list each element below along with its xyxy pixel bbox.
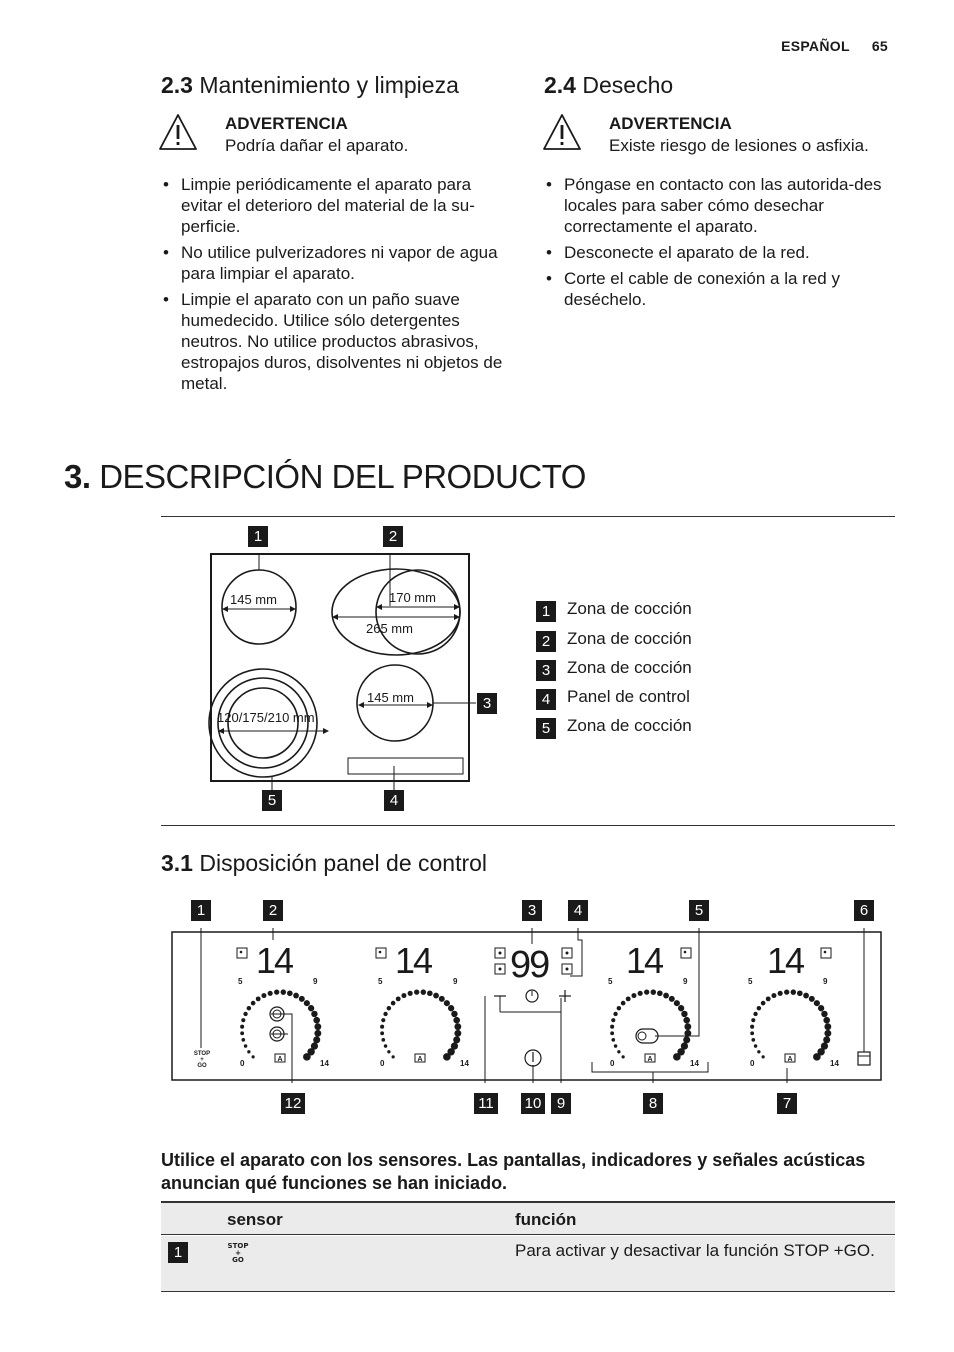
dial-segment bbox=[240, 1025, 244, 1029]
dial-segment bbox=[381, 1018, 385, 1022]
dial-segment bbox=[610, 1031, 614, 1035]
dial-segment bbox=[750, 1031, 754, 1035]
dial-segment bbox=[663, 993, 669, 999]
dial-segment bbox=[674, 1000, 680, 1006]
page-number: 65 bbox=[871, 38, 888, 54]
dial-segment bbox=[304, 1000, 310, 1006]
dial-segment bbox=[443, 1053, 451, 1061]
dial-label-5: 5 bbox=[378, 977, 383, 986]
dial-segment bbox=[383, 1012, 387, 1016]
dial-label-max: 14 bbox=[690, 1059, 699, 1068]
panel-callout: 2 bbox=[263, 900, 283, 921]
dial-segment bbox=[444, 1000, 450, 1006]
section-2-3-title: 2.3 Mantenimiento y limpieza bbox=[161, 72, 459, 98]
dial-segment bbox=[821, 1011, 827, 1017]
dial-segment bbox=[387, 1050, 390, 1053]
dial-segment bbox=[252, 1055, 255, 1058]
dial-segment bbox=[243, 1012, 247, 1016]
section-2-4-title: 2.4 Desecho bbox=[544, 72, 674, 98]
auto-heat-label: A bbox=[787, 1056, 793, 1063]
table-row bbox=[161, 1236, 895, 1292]
dial-segment bbox=[313, 1017, 320, 1024]
timer-indicator-dot bbox=[499, 952, 502, 955]
dial-segment bbox=[387, 1006, 392, 1011]
hob-callout: 4 bbox=[384, 790, 404, 811]
dial-segment bbox=[813, 1053, 821, 1061]
stop-go-icon-go: GO bbox=[197, 1063, 207, 1069]
header-sensor: sensor bbox=[227, 1210, 283, 1229]
dial-segment bbox=[448, 1005, 454, 1011]
list-item: • Desconecte el aparato de la red. bbox=[544, 242, 894, 263]
auto-heat-label: A bbox=[417, 1056, 423, 1063]
list-item: • Corte el cable de conexión a la red y deséchelo. bbox=[544, 268, 894, 310]
divider bbox=[161, 825, 895, 826]
dial-segment bbox=[761, 1001, 766, 1006]
zone-indicator-dot bbox=[379, 951, 382, 954]
dial-segment bbox=[809, 996, 815, 1002]
dial-segment bbox=[247, 1050, 250, 1053]
list-item: • Limpie periódicamente el aparato para evitar el deterioro del material de la su-perficie. bbox=[161, 174, 516, 237]
dial-segment bbox=[408, 991, 413, 996]
warning-text: Existe riesgo de lesiones o asfixia. bbox=[609, 136, 869, 155]
panel-callout: 1 bbox=[191, 900, 211, 921]
dial-segment bbox=[753, 1012, 757, 1016]
control-panel-diagram bbox=[170, 928, 886, 1083]
zone-display: 14 bbox=[626, 940, 663, 981]
dial-segment bbox=[613, 1012, 617, 1016]
header-function: función bbox=[515, 1210, 577, 1229]
dial-segment bbox=[803, 993, 809, 999]
dial-segment bbox=[766, 996, 771, 1001]
dial-segment bbox=[771, 993, 776, 998]
stop-go-icon-plus: + bbox=[200, 1057, 204, 1063]
timer-display: 99 bbox=[510, 944, 549, 986]
dial-label-min: 0 bbox=[750, 1059, 755, 1068]
warning-triangle-icon bbox=[542, 113, 582, 151]
dial-segment bbox=[814, 1000, 820, 1006]
panel-callout: 8 bbox=[643, 1093, 663, 1114]
dimension-label-zone5: 120/175/210 mm bbox=[217, 710, 315, 725]
dial-segment bbox=[614, 1044, 618, 1048]
dial-segment bbox=[673, 1053, 681, 1061]
panel-callout: 3 bbox=[522, 900, 542, 921]
dial-segment bbox=[314, 1030, 321, 1037]
sensor-intro-text: Utilice el aparato con los sensores. Las pantallas, indicadores y señales acústicas anuncian qué funciones se han iniciado. bbox=[161, 1150, 866, 1193]
dial-label-max: 14 bbox=[320, 1059, 329, 1068]
dial-segment bbox=[454, 1030, 461, 1037]
dial-segment bbox=[778, 991, 783, 996]
panel-callout: 10 bbox=[521, 1093, 545, 1114]
dial-segment bbox=[251, 1001, 256, 1006]
dial-segment bbox=[453, 1036, 460, 1043]
dial-segment bbox=[380, 1031, 384, 1035]
dial-segment bbox=[241, 1018, 245, 1022]
dial-segment bbox=[293, 993, 299, 999]
dial-segment bbox=[240, 1031, 244, 1035]
dial-segment bbox=[453, 1017, 460, 1024]
dial-segment bbox=[751, 1018, 755, 1022]
hob-callout: 1 bbox=[248, 526, 268, 547]
dial-label-min: 0 bbox=[380, 1059, 385, 1068]
dial-segment bbox=[244, 1044, 248, 1048]
dimension-label-zone1: 145 mm bbox=[230, 592, 277, 607]
dial-segment bbox=[303, 1053, 311, 1061]
dial-segment bbox=[784, 989, 789, 994]
section-3-title: 3. DESCRIPCIÓN DEL PRODUCTO bbox=[64, 458, 586, 495]
dial-segment bbox=[311, 1011, 317, 1017]
list-item: • Póngase en contacto con las autorida-des locales para saber cómo desechar correctamente el aparato. bbox=[544, 174, 894, 237]
dial-segment bbox=[381, 1038, 385, 1042]
row-function-text: Para activar y desactivar la función STOP +GO. bbox=[515, 1241, 875, 1260]
dial-segment bbox=[433, 993, 439, 999]
dial-segment bbox=[610, 1025, 614, 1029]
dial-segment bbox=[427, 990, 433, 996]
dial-segment bbox=[454, 1023, 461, 1030]
dial-segment bbox=[299, 996, 305, 1002]
dial-segment bbox=[261, 993, 266, 998]
dial-segment bbox=[644, 989, 649, 994]
dial-label-9: 9 bbox=[453, 977, 458, 986]
dial-segment bbox=[247, 1006, 252, 1011]
dial-segment bbox=[750, 1025, 754, 1029]
dial-segment bbox=[683, 1036, 690, 1043]
auto-heat-label: A bbox=[647, 1056, 653, 1063]
panel-callout: 7 bbox=[777, 1093, 797, 1114]
dial-label-5: 5 bbox=[748, 977, 753, 986]
dial-segment bbox=[797, 990, 803, 996]
dial-segment bbox=[611, 1018, 615, 1022]
timer-indicator-dot bbox=[499, 968, 502, 971]
auto-heat-label: A bbox=[277, 1056, 283, 1063]
dial-segment bbox=[751, 1038, 755, 1042]
warning-title: ADVERTENCIA bbox=[225, 114, 348, 133]
dial-segment bbox=[631, 993, 636, 998]
page-header bbox=[759, 38, 888, 54]
dial-segment bbox=[274, 989, 279, 994]
warning-2-4 bbox=[542, 113, 902, 157]
list-item: • No utilice pulverizadores ni vapor de agua para limpiar el aparato. bbox=[161, 242, 516, 284]
dial-segment bbox=[757, 1006, 762, 1011]
dial-segment bbox=[626, 996, 631, 1001]
dial-label-max: 14 bbox=[830, 1059, 839, 1068]
zone-indicator-dot bbox=[240, 951, 243, 954]
dial-segment bbox=[791, 989, 796, 994]
hob-callout: 5 bbox=[262, 790, 282, 811]
dial-segment bbox=[638, 991, 643, 996]
dial-label-5: 5 bbox=[238, 977, 243, 986]
dial-label-min: 0 bbox=[240, 1059, 245, 1068]
dial-segment bbox=[669, 996, 675, 1002]
dial-segment bbox=[611, 1038, 615, 1042]
panel-callout: 5 bbox=[689, 900, 709, 921]
dial-segment bbox=[657, 990, 663, 996]
table-header bbox=[161, 1201, 895, 1235]
dial-segment bbox=[824, 1030, 831, 1037]
dial-segment bbox=[824, 1023, 831, 1030]
dial-label-9: 9 bbox=[823, 977, 828, 986]
dial-label-5: 5 bbox=[608, 977, 613, 986]
dial-label-9: 9 bbox=[683, 977, 688, 986]
zone-display: 14 bbox=[395, 940, 432, 981]
dial-segment bbox=[757, 1050, 760, 1053]
panel-callout: 4 bbox=[568, 900, 588, 921]
panel-callout: 12 bbox=[281, 1093, 305, 1114]
dial-segment bbox=[621, 1001, 626, 1006]
panel-callout: 11 bbox=[474, 1093, 498, 1114]
dial-segment bbox=[683, 1017, 690, 1024]
dial-segment bbox=[380, 1025, 384, 1029]
dial-segment bbox=[268, 991, 273, 996]
stop-go-icon-label: STOP bbox=[193, 1051, 211, 1057]
bullets-2-4 bbox=[544, 174, 894, 315]
dimension-label-zone3: 145 mm bbox=[367, 690, 414, 705]
dial-segment bbox=[401, 993, 406, 998]
zone-indicator-dot bbox=[824, 951, 827, 954]
sensor-function-table bbox=[161, 1201, 895, 1292]
dial-segment bbox=[384, 1044, 388, 1048]
dial-segment bbox=[414, 989, 419, 994]
dial-segment bbox=[622, 1055, 625, 1058]
timer-indicator-dot bbox=[566, 952, 569, 955]
dial-segment bbox=[684, 1023, 691, 1030]
dial-segment bbox=[391, 1001, 396, 1006]
hob-callout: 3 bbox=[477, 693, 497, 714]
dial-segment bbox=[823, 1036, 830, 1043]
dial-segment bbox=[392, 1055, 395, 1058]
bullets-2-3 bbox=[161, 174, 516, 399]
warning-triangle-icon bbox=[158, 113, 198, 151]
dial-segment bbox=[308, 1005, 314, 1011]
dial-segment bbox=[651, 989, 656, 994]
dial-segment bbox=[681, 1011, 687, 1017]
dial-segment bbox=[823, 1017, 830, 1024]
dial-segment bbox=[678, 1005, 684, 1011]
dial-segment bbox=[439, 996, 445, 1002]
dimension-label-zone2-large: 265 mm bbox=[366, 621, 413, 636]
dial-segment bbox=[313, 1036, 320, 1043]
dial-label-9: 9 bbox=[313, 977, 318, 986]
dial-segment bbox=[617, 1050, 620, 1053]
dimension-label-zone2-small: 170 mm bbox=[389, 590, 436, 605]
divider bbox=[161, 516, 895, 517]
section-3-1-title: 3.1 Disposición panel de control bbox=[161, 850, 488, 876]
dial-segment bbox=[421, 989, 426, 994]
zone-display: 14 bbox=[767, 940, 804, 981]
warning-text: Podría dañar el aparato. bbox=[225, 136, 409, 155]
panel-callout: 6 bbox=[854, 900, 874, 921]
list-item: • Limpie el aparato con un paño suave humedecido. Utilice sólo detergentes neutros. No utilice productos abrasivos, estropajos duros, disolventes ni objetos de metal. bbox=[161, 289, 516, 394]
dial-segment bbox=[396, 996, 401, 1001]
timer-indicator-dot bbox=[566, 968, 569, 971]
dial-segment bbox=[451, 1011, 457, 1017]
row-number: 1 bbox=[168, 1242, 188, 1263]
hob-callout: 2 bbox=[383, 526, 403, 547]
dial-segment bbox=[287, 990, 293, 996]
stop-go-icon: STOP + GO bbox=[227, 1242, 249, 1264]
zone-indicator-dot bbox=[684, 951, 687, 954]
dial-label-max: 14 bbox=[460, 1059, 469, 1068]
dial-label-min: 0 bbox=[610, 1059, 615, 1068]
panel-callout: 9 bbox=[551, 1093, 571, 1114]
dial-segment bbox=[818, 1005, 824, 1011]
dial-segment bbox=[754, 1044, 758, 1048]
warning-2-3 bbox=[158, 113, 518, 157]
dial-segment bbox=[241, 1038, 245, 1042]
hob-diagram bbox=[200, 524, 510, 814]
zone-display: 14 bbox=[256, 940, 293, 981]
dial-segment bbox=[314, 1023, 321, 1030]
dial-segment bbox=[617, 1006, 622, 1011]
header-language: ESPAÑOL bbox=[781, 38, 850, 54]
warning-title: ADVERTENCIA bbox=[609, 114, 732, 133]
dial-segment bbox=[762, 1055, 765, 1058]
dial-segment bbox=[256, 996, 261, 1001]
dial-segment bbox=[281, 989, 286, 994]
